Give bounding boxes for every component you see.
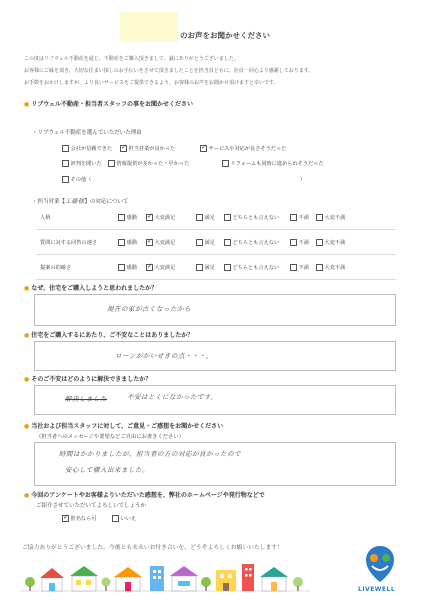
checkbox[interactable] xyxy=(196,264,203,271)
answer-resolved-text: 不安はとくになかったです。 xyxy=(127,393,218,401)
rating-option[interactable]: 満足 xyxy=(196,264,215,271)
checkbox[interactable] xyxy=(108,160,115,167)
checkbox[interactable] xyxy=(196,239,203,246)
reason-option-reform[interactable]: リフォームも同時に進められそうだった xyxy=(222,160,324,167)
rating-option[interactable]: 感動 xyxy=(118,214,137,221)
rating-row xyxy=(36,207,396,230)
reason-label: ・リブウェル不動産を選んでいただいた理由 xyxy=(32,130,142,136)
staff-name: 工藤様 xyxy=(65,198,85,205)
house-icon xyxy=(114,567,142,591)
reason-option-info[interactable]: 情報提供が多かった・早かった xyxy=(108,160,189,167)
checkbox[interactable] xyxy=(222,160,229,167)
logo-text: LIVEWELL xyxy=(358,586,396,593)
reason-option-good-service[interactable]: ✓ サービスや対応が良さそうだった xyxy=(201,143,287,152)
checkbox[interactable] xyxy=(118,214,125,221)
answer-feedback-line-1: 時間はかかりましたが、担当者の方の対応が良かったので xyxy=(59,450,241,458)
tree-icon xyxy=(293,577,303,591)
tree-icon xyxy=(102,578,111,592)
footer-message: ご協力ありがとうございました。今後とも末永いお付き合いを、どうぞよろしくお願いいたします！ xyxy=(22,545,283,551)
rating-row-label: 質問に対する回答の速さ xyxy=(40,240,98,246)
checkbox[interactable] xyxy=(118,239,125,246)
reason-option-reliable[interactable]: 会社が信頼できた xyxy=(62,145,112,152)
check-mark-icon: ✓ xyxy=(63,513,69,521)
question-anxiety: ● 住宅をご購入するにあたり、ご不安なことはありましたか？ xyxy=(24,332,194,339)
rating-option[interactable]: 不満 xyxy=(290,214,309,221)
answer-why-buy-text: 現在の家が古くなったから xyxy=(107,305,191,313)
rating-option[interactable]: 不満 xyxy=(290,264,309,271)
reason-option-good-staff[interactable]: ✓ 担当営業が良かった xyxy=(121,143,176,152)
rating-option[interactable]: 満足 xyxy=(196,239,215,246)
houses-illustration xyxy=(20,560,310,592)
checkbox[interactable] xyxy=(112,515,119,522)
question-feedback-subtitle: （担当者へのメッセージや要望などご自由にお書きください） xyxy=(36,434,184,440)
answer-box-resolved[interactable] xyxy=(34,385,396,415)
checkbox[interactable] xyxy=(224,264,231,271)
building-icon xyxy=(242,564,254,591)
rating-option[interactable]: どちらとも言えない xyxy=(224,239,279,246)
question-publish: ● 今回のアンケートやお客様よりいただいた感想を、弊社のホームページや発行物などで xyxy=(24,492,265,499)
publish-option-no[interactable]: いいえ xyxy=(112,515,136,522)
rating-option[interactable]: ✓ 大変満足 xyxy=(147,262,176,271)
answer-anxiety-text: ローンがかいせきの点・・・。 xyxy=(115,352,213,360)
checkbox-checked[interactable] xyxy=(200,145,207,152)
tree-icon xyxy=(201,577,211,591)
bullet-icon: ● xyxy=(24,101,30,108)
rating-option[interactable]: どちらとも言えない xyxy=(224,214,279,221)
checkbox-checked[interactable] xyxy=(120,145,127,152)
answer-resolved-struck-text: 解決しました xyxy=(65,395,107,403)
checkbox[interactable] xyxy=(290,214,297,221)
intro-line-3: お手数をおかけしますが、より良いサービスをご提供できるよう、お客様のお声をお聞かせ頂けますと幸いです。 xyxy=(24,80,279,86)
rating-option[interactable]: 大変不満 xyxy=(316,264,345,271)
intro-line-1: この度はリブウェル不動産を通じ、不動産をご購入頂きまして、誠にありがとうございました。 xyxy=(24,56,239,62)
checkbox[interactable] xyxy=(290,239,297,246)
livewell-logo xyxy=(360,542,400,592)
publish-option-anonymous[interactable]: ✓ 匿名なら可 xyxy=(63,513,97,522)
checkbox-checked[interactable] xyxy=(146,264,153,271)
bullet-icon: ● xyxy=(24,376,30,383)
checkbox[interactable] xyxy=(316,239,323,246)
rating-row xyxy=(36,257,396,280)
reason-other-close: ） xyxy=(300,177,306,183)
answer-box-feedback[interactable] xyxy=(34,442,396,486)
answer-box-anxiety[interactable] xyxy=(34,341,396,371)
checkbox-checked[interactable] xyxy=(146,214,153,221)
rating-row-label: 人柄 xyxy=(40,215,51,221)
page-title: のお声をお聞かせください xyxy=(180,31,270,40)
rating-row xyxy=(36,232,396,255)
check-mark-icon: ✓ xyxy=(121,143,127,151)
checkbox[interactable] xyxy=(62,160,69,167)
checkbox[interactable] xyxy=(316,214,323,221)
rating-option[interactable]: 感動 xyxy=(118,264,137,271)
intro-line-2: お客様にご縁を頂き、大切な住まい探しのお手伝いをさせて頂きましたことを担当員ともに、社員一同心より感謝しております。 xyxy=(24,68,314,74)
rating-option[interactable]: 大変不満 xyxy=(316,214,345,221)
building-icon xyxy=(216,570,236,591)
check-mark-icon: ✓ xyxy=(147,212,153,220)
house-icon xyxy=(40,568,64,591)
staff-label: ・担当営業【工藤様】の対応について xyxy=(32,198,129,205)
checkbox[interactable] xyxy=(62,176,69,183)
bullet-icon: ● xyxy=(24,423,30,430)
rating-option[interactable]: ✓ 大変満足 xyxy=(147,212,176,221)
reason-option-other[interactable]: その他（ xyxy=(62,176,91,183)
rating-option[interactable]: 満足 xyxy=(196,214,215,221)
check-mark-icon: ✓ xyxy=(147,262,153,270)
check-mark-icon: ✓ xyxy=(201,143,207,151)
bullet-icon: ● xyxy=(24,285,30,292)
check-mark-icon: ✓ xyxy=(147,237,153,245)
question-why-buy: ● なぜ、住宅をご購入しようと思われましたか？ xyxy=(24,285,158,292)
section-staff-title: ● リブウェル不動産・担当者スタッフの事をお聞かせください xyxy=(24,101,194,108)
rating-option[interactable]: どちらとも言えない xyxy=(224,264,279,271)
rating-row-label: 提案の的確さ xyxy=(40,265,72,271)
question-publish-subtitle: ご紹介させていただいてよろしいでしょうか xyxy=(36,503,147,509)
rating-option[interactable]: 大変不満 xyxy=(316,239,345,246)
house-icon xyxy=(260,567,288,591)
rating-option[interactable]: 不満 xyxy=(290,239,309,246)
checkbox[interactable] xyxy=(290,264,297,271)
answer-box-why-buy[interactable] xyxy=(34,294,396,326)
question-resolved: ● そのご不安はどのように解決できましたか？ xyxy=(24,376,152,383)
house-icon xyxy=(70,566,98,591)
rating-option[interactable]: 感動 xyxy=(118,239,137,246)
bullet-icon: ● xyxy=(24,332,30,339)
checkbox[interactable] xyxy=(316,264,323,271)
checkbox-checked[interactable] xyxy=(62,515,69,522)
checkbox-checked[interactable] xyxy=(146,239,153,246)
header-highlight-box xyxy=(120,12,178,42)
bullet-icon: ● xyxy=(24,492,30,499)
building-icon xyxy=(150,566,164,591)
checkbox[interactable] xyxy=(224,214,231,221)
checkbox[interactable] xyxy=(118,264,125,271)
question-feedback: ● 当社および担当スタッフに対して、ご意見・ご感想をお聞かせください xyxy=(24,423,224,430)
house-icon xyxy=(170,566,198,591)
checkbox[interactable] xyxy=(62,145,69,152)
checkbox[interactable] xyxy=(196,214,203,221)
tree-icon xyxy=(25,577,35,591)
answer-feedback-line-2: 安心して購入出来ました。 xyxy=(65,466,149,474)
checkbox[interactable] xyxy=(224,239,231,246)
rating-option[interactable]: ✓ 大変満足 xyxy=(147,237,176,246)
reason-option-reputation[interactable]: 評判を聞いた xyxy=(62,160,102,167)
